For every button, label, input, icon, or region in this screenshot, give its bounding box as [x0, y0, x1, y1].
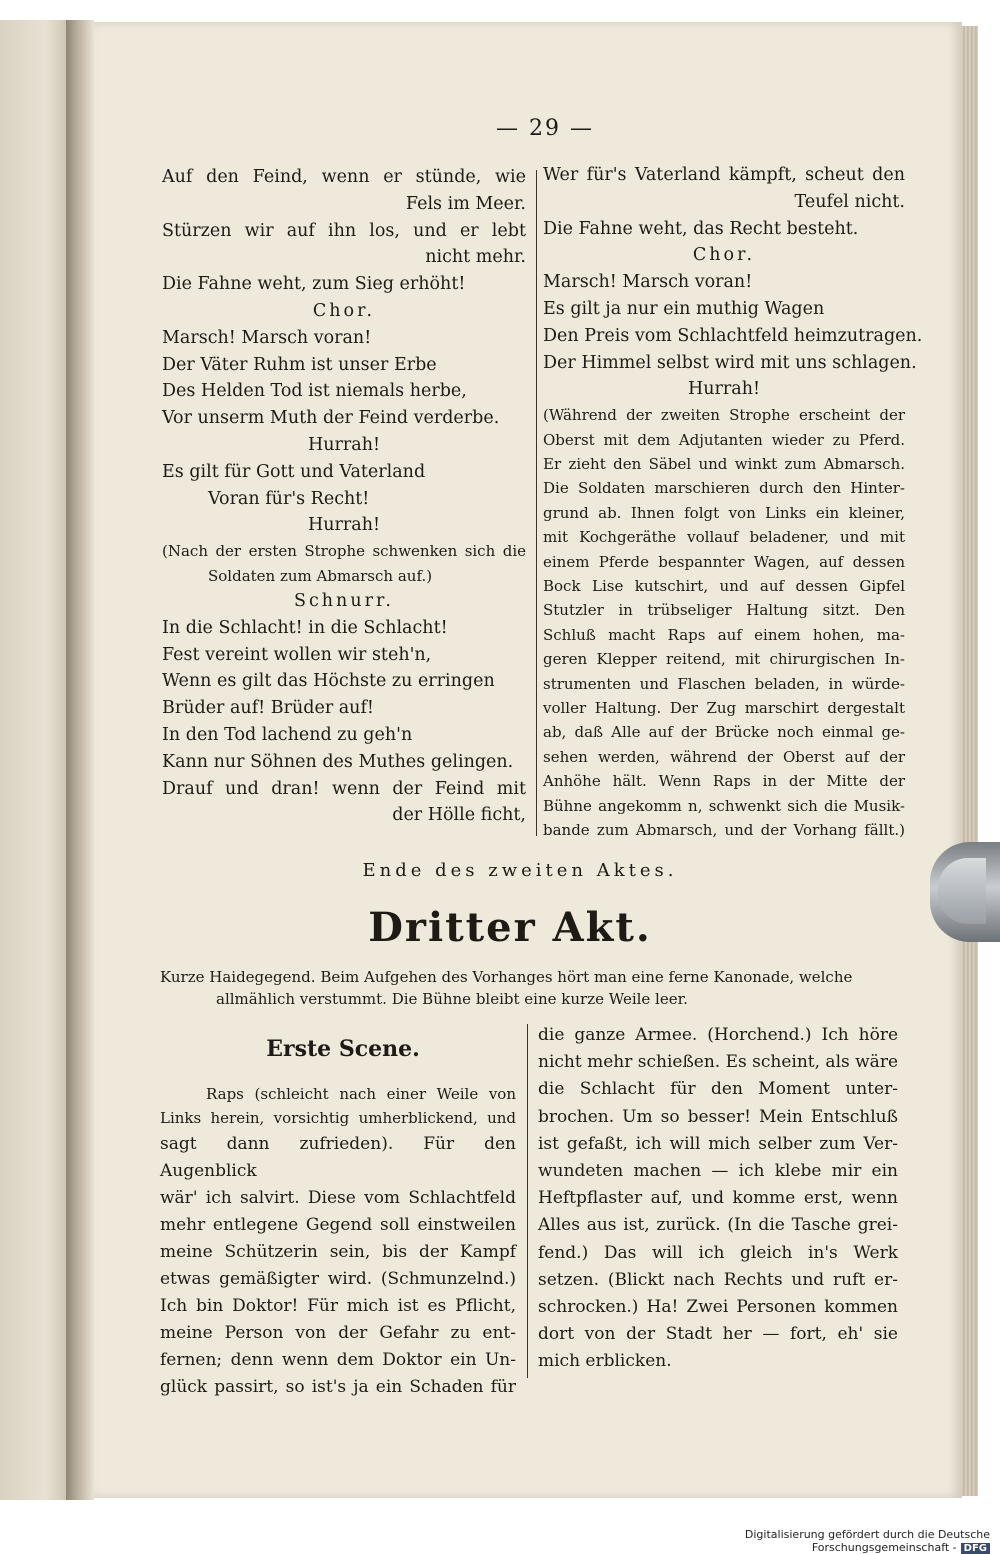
text-line: der Hölle ficht, [392, 805, 526, 826]
text-line: Voran für's Recht! [208, 488, 370, 509]
text-line: dort von der Stadt her — fort, eh' sie [538, 1324, 898, 1345]
text-line: mit Kochgeräthe vollauf beladener, und mit [543, 528, 905, 547]
text-line: sagt dann zufrieden). Für den Augenblick [160, 1133, 516, 1181]
text-line: Die Soldaten marschieren durch den Hinter- [543, 479, 905, 498]
text-line: Die Fahne weht, zum Sieg erhöht! [162, 274, 466, 295]
text-line: Wer für's Vaterland kämpft, scheut den [543, 165, 905, 185]
scene-right-column [538, 1022, 898, 1376]
column-divider [536, 170, 537, 836]
scene-left-column [160, 1082, 516, 1401]
text-line: glück passirt, so ist's ja ein Schaden für [160, 1376, 516, 1397]
text-line: Wenn es gilt das Höchste zu erringen [162, 671, 495, 692]
text-line: meine Schützerin sein, bis der Kampf [160, 1241, 516, 1262]
text-line: Kann nur Söhnen des Muthes gelingen. [162, 751, 514, 772]
page-clip [930, 842, 1000, 942]
text-line: die ganze Armee. (Horchend.) Ich höre [538, 1025, 898, 1045]
text-line: In die Schlacht! in die Schlacht! [162, 617, 448, 638]
text-line: Schnurr. [294, 590, 394, 611]
text-line: Ich bin Doktor! Für mich ist es Pflicht, [160, 1295, 516, 1316]
text-line: In den Tod lachend zu geh'n [162, 724, 413, 745]
text-line: Oberst mit dem Adjutanten wieder zu Pferd. [543, 430, 905, 449]
scene-title: Erste Scene. [266, 1036, 420, 1062]
page-number: — 29 — [496, 116, 594, 141]
text-line: Die Fahne weht, das Recht besteht. [543, 218, 859, 239]
text-line: wär' ich salvirt. Diese vom Schlachtfeld [160, 1187, 516, 1208]
text-line: Brüder auf! Brüder auf! [162, 698, 374, 719]
text-line: wundeten machen — ich klebe mir ein [538, 1161, 898, 1182]
text-line: Hurrah! [688, 379, 760, 400]
text-line: Drauf und dran! wenn der Feind mit [162, 778, 526, 799]
text-line: Es gilt ja nur ein muthig Wagen [543, 298, 825, 319]
text-line: Hurrah! [308, 434, 380, 455]
text-line: einem Pferde bespannter Wagen, auf dessen [543, 552, 905, 571]
text-line: Marsch! Marsch voran! [543, 272, 753, 293]
text-line: Fels im Meer. [405, 193, 526, 214]
text-line: Links herein, vorsichtig umherblickend, und [160, 1109, 516, 1128]
text-line: die Schlacht für den Moment unter- [538, 1079, 898, 1100]
text-line: Schluß macht Raps auf einem hohen, ma- [543, 625, 905, 644]
text-line: nicht mehr schießen. Es scheint, als wäre [538, 1052, 899, 1073]
text-line: Teufel nicht. [794, 191, 905, 212]
footer-credit-text: Digitalisierung gefördert durch die Deutsche Forschungsgemeinschaft - [744, 1528, 990, 1554]
text-line: sehen werden, während der Oberst auf der [543, 747, 905, 766]
text-line: Heftpflaster auf, und komme erst, wenn [538, 1188, 898, 1209]
text-line: Alles aus ist, zurück. (In die Tasche grei- [538, 1215, 898, 1236]
book-spine [66, 20, 94, 1500]
text-line: Vor unserm Muth der Feind verderbe. [162, 408, 500, 429]
text-line: Es gilt für Gott und Vaterland [162, 461, 426, 482]
text-line: strumenten und Flaschen beladen, in würde- [543, 674, 905, 693]
page-edges [962, 26, 978, 1496]
text-line: fernen; denn wenn dem Doktor ein Un- [160, 1349, 516, 1370]
text-line: (Nach der ersten Strophe schwenken sich die [162, 542, 526, 561]
text-line: grund ab. Ihnen folgt von Links ein kleiner, [543, 503, 905, 522]
text-line: Bock Lise kutschirt, und auf dessen Gipfel [543, 577, 905, 596]
text-line: Der Himmel selbst wird mit uns schlagen. [543, 352, 917, 373]
text-line: Chor. [692, 245, 756, 266]
left-column [162, 164, 526, 829]
act-end-line: Ende des zweiten Aktes. [362, 860, 678, 881]
column-divider [527, 1024, 528, 1378]
text-line: Er zieht den Säbel und winkt zum Abmarsch. [543, 454, 905, 473]
text-line: Stürzen wir auf ihn los, und er lebt [162, 220, 526, 241]
text-line: bande zum Abmarsch, und der Vorhang fällt.) [543, 821, 905, 840]
stage-direction-line: allmählich verstummt. Die Bühne bleibt eine kurze Weile leer. [216, 990, 688, 1008]
text-line: Hurrah! [308, 515, 380, 536]
text-line: Marsch! Marsch voran! [162, 327, 372, 348]
text-line: Soldaten zum Abmarsch auf.) [208, 566, 433, 585]
text-line: fend.) Das will ich gleich in's Werk [538, 1242, 898, 1263]
text-line: Anhöhe hält. Wenn Raps in der Mitte der [543, 772, 905, 791]
text-line: Bühne angekomm n, schwenkt sich die Musik- [543, 796, 905, 815]
text-line: mehr entlegene Gegend soll einstweilen [160, 1214, 516, 1235]
stage-direction [160, 966, 900, 1010]
text-line: (Während der zweiten Strophe erscheint der [543, 406, 905, 425]
dfg-logo: DFG [961, 1543, 990, 1554]
text-line: schrocken.) Ha! Zwei Personen kommen [538, 1297, 898, 1318]
text-line: Stutzler in trübseliger Haltung sitzt. Den [543, 601, 905, 620]
text-line: brochen. Um so besser! Mein Entschluß [538, 1106, 898, 1127]
text-line: geren Klepper reitend, mit chirurgischen In- [543, 650, 905, 669]
footer-credit [612, 1528, 990, 1554]
stage-direction-line: Kurze Haidegegend. Beim Aufgehen des Vorhanges hört man eine ferne Kanonade, welche [160, 968, 853, 986]
text-line: mich erblicken. [538, 1351, 672, 1372]
right-column [543, 162, 923, 842]
act-title: Dritter Akt. [368, 904, 652, 951]
text-line: Den Preis vom Schlachtfeld heimzutragen. [543, 325, 923, 346]
text-line: setzen. (Blickt nach Rechts und ruft er- [538, 1269, 898, 1290]
text-line: Fest vereint wollen wir steh'n, [162, 644, 432, 665]
text-line: Raps (schleicht nach einer Weile von [206, 1085, 516, 1103]
text-line: ab, daß Alle auf der Brücke noch einmal ge- [543, 723, 905, 742]
text-line: voller Haltung. Der Zug marschirt dergestalt [543, 699, 905, 718]
text-line: nicht mehr. [425, 247, 526, 268]
text-line: meine Person von der Gefahr zu ent- [160, 1322, 516, 1343]
text-line: Des Helden Tod ist niemals herbe, [162, 381, 467, 402]
facing-page [0, 20, 66, 1500]
text-line: ist gefaßt, ich will mich selber zum Ver- [538, 1133, 898, 1154]
text-line: etwas gemäßigter wird. (Schmunzelnd.) [160, 1268, 516, 1289]
text-line: Der Väter Ruhm ist unser Erbe [162, 354, 437, 375]
text-line: Chor. [312, 300, 376, 321]
text-line: Auf den Feind, wenn er stünde, wie [162, 167, 526, 187]
